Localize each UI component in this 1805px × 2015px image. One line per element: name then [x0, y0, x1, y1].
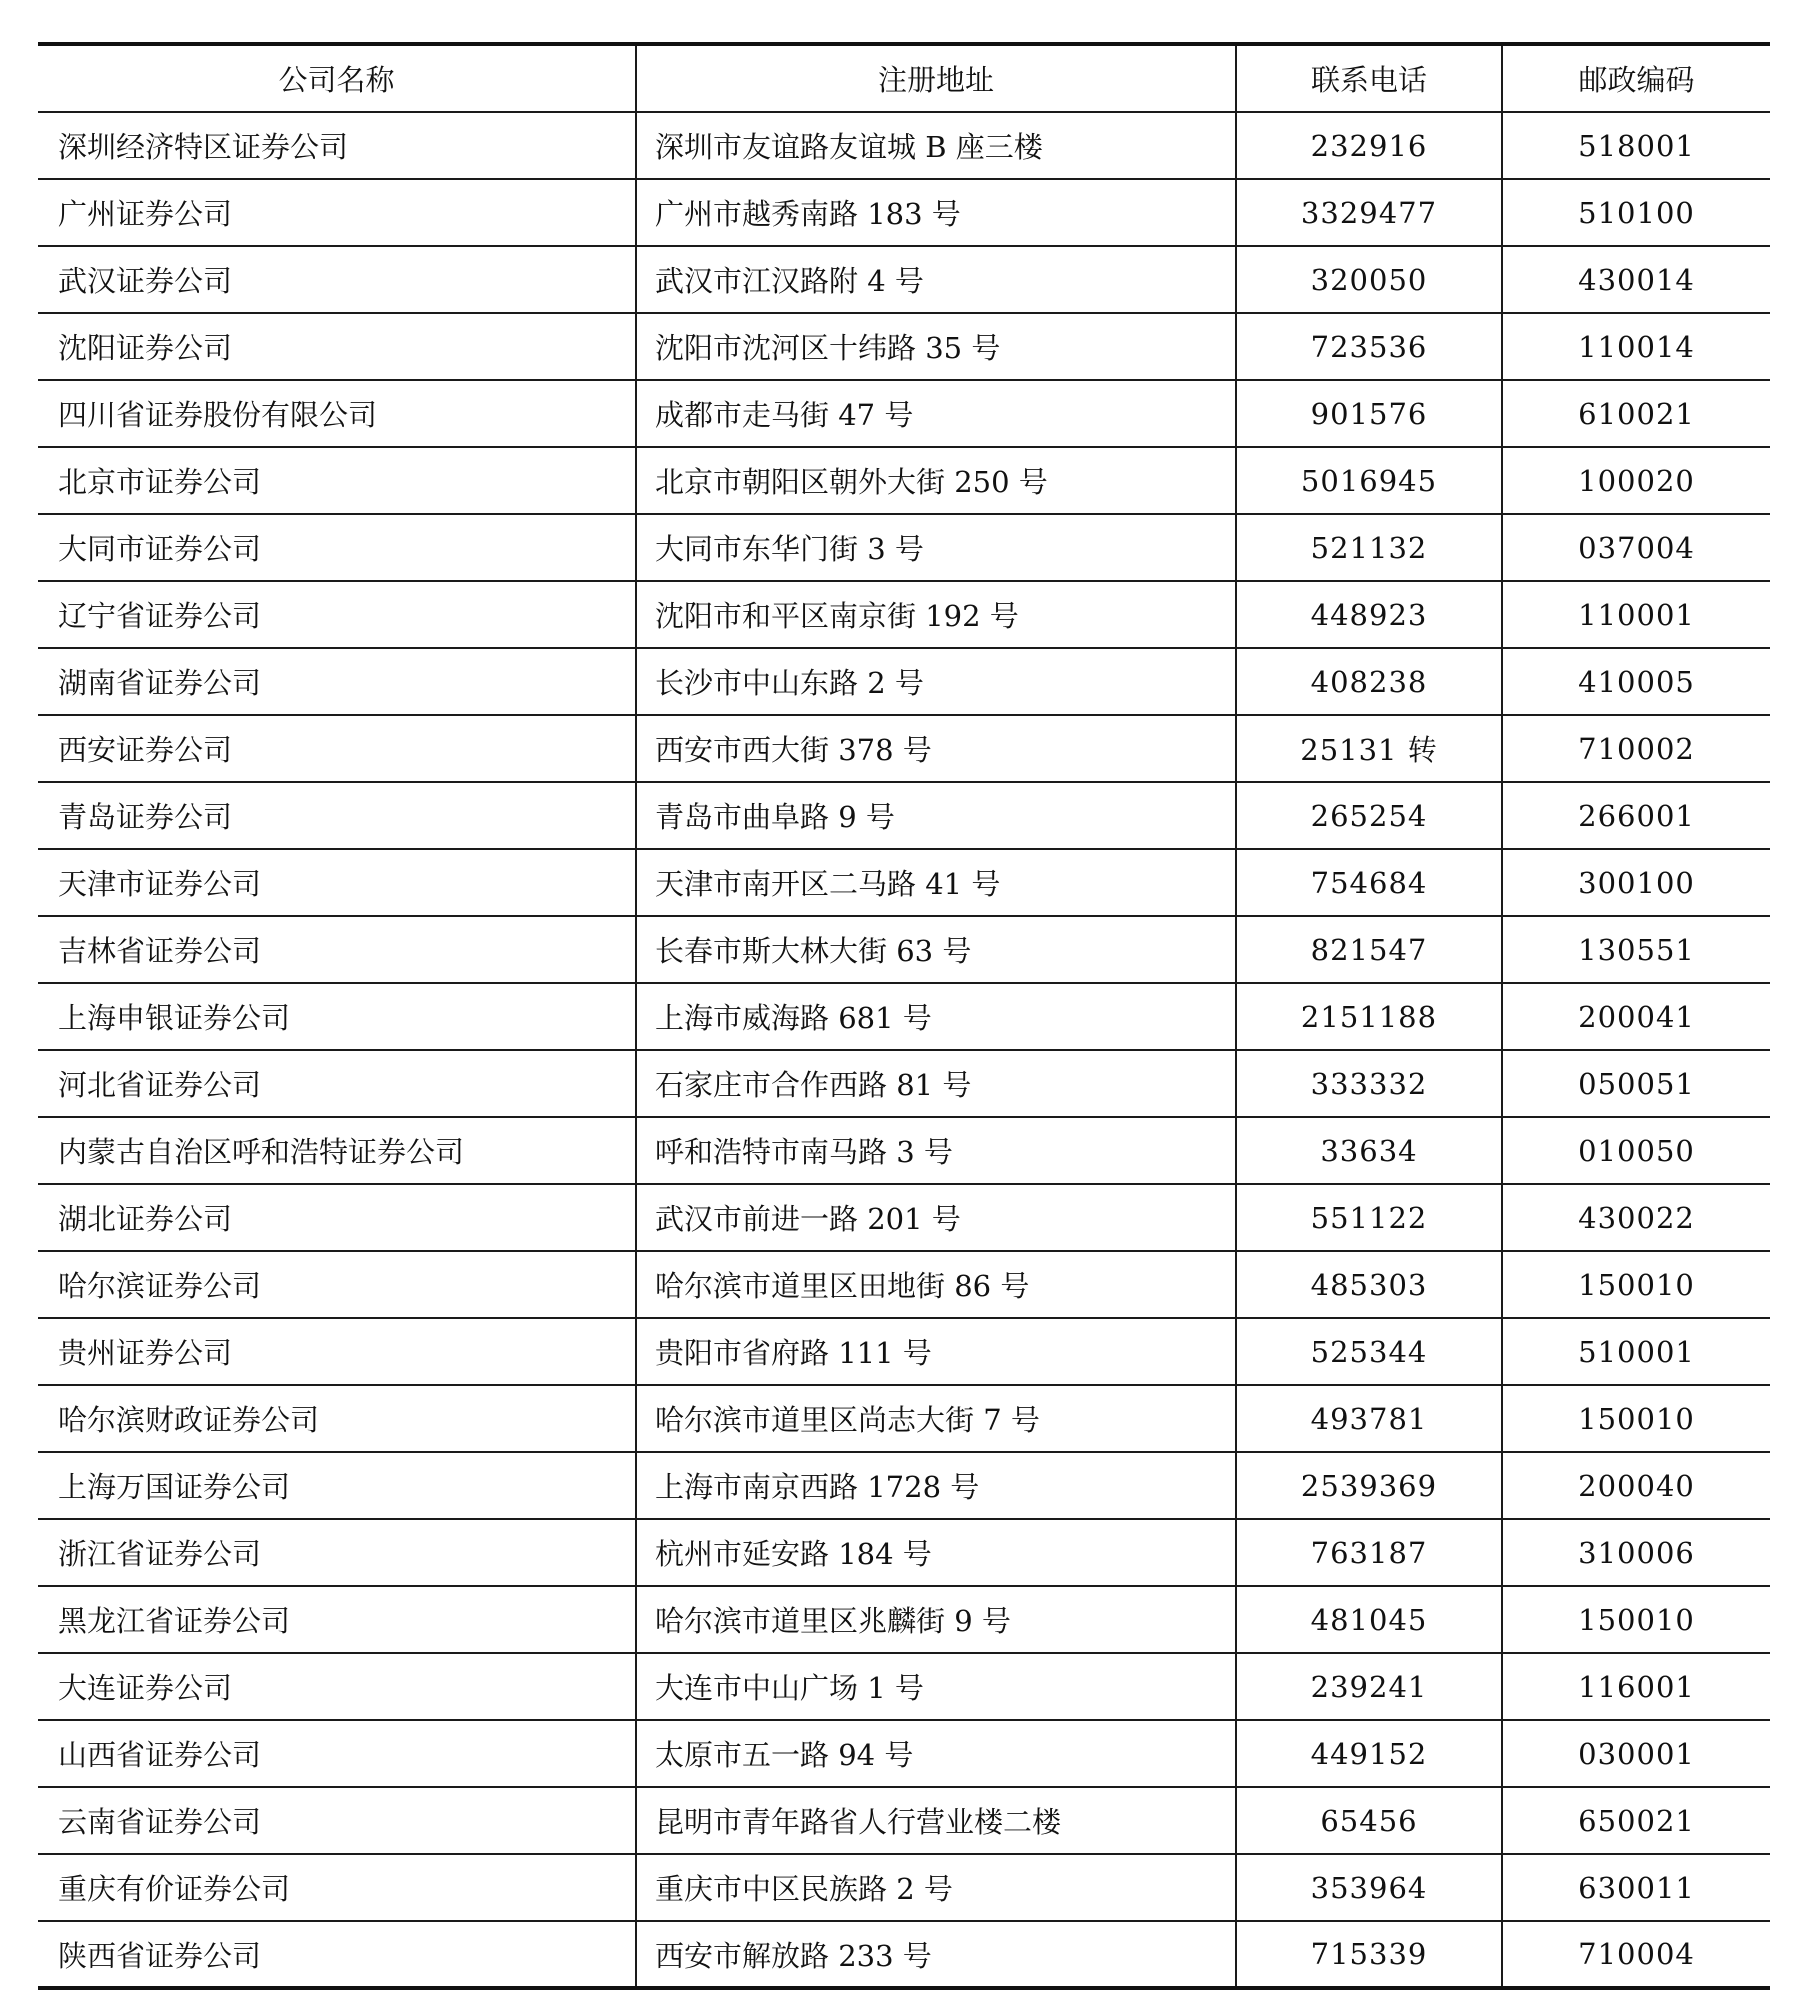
cell-company-name: 浙江省证券公司: [38, 1519, 636, 1586]
table-row: [38, 447, 1770, 514]
cell-postcode: 610021: [1502, 380, 1770, 447]
table-row: [38, 916, 1770, 983]
table-row: [38, 1251, 1770, 1318]
cell-registered-address: 贵阳市省府路 111 号: [636, 1318, 1236, 1385]
cell-phone: 232916: [1236, 112, 1502, 179]
cell-postcode: 710004: [1502, 1921, 1770, 1988]
cell-postcode: 518001: [1502, 112, 1770, 179]
cell-postcode: 150010: [1502, 1586, 1770, 1653]
header-postcode: 邮政编码: [1502, 44, 1770, 112]
cell-company-name: 湖北证券公司: [38, 1184, 636, 1251]
table-row: [38, 246, 1770, 313]
cell-company-name: 湖南省证券公司: [38, 648, 636, 715]
cell-postcode: 200041: [1502, 983, 1770, 1050]
cell-phone: 25131 转: [1236, 715, 1502, 782]
table-row: [38, 1117, 1770, 1184]
cell-company-name: 上海申银证券公司: [38, 983, 636, 1050]
cell-postcode: 110001: [1502, 581, 1770, 648]
cell-phone: 763187: [1236, 1519, 1502, 1586]
cell-phone: 408238: [1236, 648, 1502, 715]
table-header: [38, 44, 1770, 112]
cell-phone: 525344: [1236, 1318, 1502, 1385]
cell-company-name: 大连证券公司: [38, 1653, 636, 1720]
cell-registered-address: 武汉市前进一路 201 号: [636, 1184, 1236, 1251]
table-row: [38, 1184, 1770, 1251]
cell-registered-address: 天津市南开区二马路 41 号: [636, 849, 1236, 916]
cell-phone: 320050: [1236, 246, 1502, 313]
cell-phone: 821547: [1236, 916, 1502, 983]
cell-postcode: 010050: [1502, 1117, 1770, 1184]
header-phone: 联系电话: [1236, 44, 1502, 112]
cell-company-name: 西安证券公司: [38, 715, 636, 782]
cell-postcode: 150010: [1502, 1251, 1770, 1318]
header-row: [38, 44, 1770, 112]
securities-company-table: [38, 42, 1770, 1990]
cell-company-name: 武汉证券公司: [38, 246, 636, 313]
cell-registered-address: 哈尔滨市道里区田地街 86 号: [636, 1251, 1236, 1318]
cell-postcode: 430022: [1502, 1184, 1770, 1251]
cell-company-name: 深圳经济特区证券公司: [38, 112, 636, 179]
cell-company-name: 陕西省证券公司: [38, 1921, 636, 1988]
cell-phone: 481045: [1236, 1586, 1502, 1653]
cell-postcode: 410005: [1502, 648, 1770, 715]
table-row: [38, 179, 1770, 246]
table-row: [38, 514, 1770, 581]
cell-registered-address: 长春市斯大林大街 63 号: [636, 916, 1236, 983]
table-row: [38, 1854, 1770, 1921]
cell-company-name: 黑龙江省证券公司: [38, 1586, 636, 1653]
cell-registered-address: 杭州市延安路 184 号: [636, 1519, 1236, 1586]
cell-phone: 239241: [1236, 1653, 1502, 1720]
cell-phone: 754684: [1236, 849, 1502, 916]
cell-postcode: 510100: [1502, 179, 1770, 246]
table-row: [38, 1586, 1770, 1653]
cell-postcode: 630011: [1502, 1854, 1770, 1921]
cell-postcode: 050051: [1502, 1050, 1770, 1117]
cell-phone: 485303: [1236, 1251, 1502, 1318]
cell-registered-address: 青岛市曲阜路 9 号: [636, 782, 1236, 849]
header-company-name: 公司名称: [38, 44, 636, 112]
header-registered-address: 注册地址: [636, 44, 1236, 112]
cell-registered-address: 昆明市青年路省人行营业楼二楼: [636, 1787, 1236, 1854]
table-row: [38, 112, 1770, 179]
cell-phone: 265254: [1236, 782, 1502, 849]
cell-registered-address: 武汉市江汉路附 4 号: [636, 246, 1236, 313]
table-row: [38, 1385, 1770, 1452]
cell-postcode: 300100: [1502, 849, 1770, 916]
cell-company-name: 上海万国证券公司: [38, 1452, 636, 1519]
cell-registered-address: 广州市越秀南路 183 号: [636, 179, 1236, 246]
cell-company-name: 内蒙古自治区呼和浩特证券公司: [38, 1117, 636, 1184]
cell-registered-address: 哈尔滨市道里区尚志大街 7 号: [636, 1385, 1236, 1452]
cell-registered-address: 北京市朝阳区朝外大街 250 号: [636, 447, 1236, 514]
cell-postcode: 430014: [1502, 246, 1770, 313]
cell-company-name: 重庆有价证券公司: [38, 1854, 636, 1921]
cell-phone: 353964: [1236, 1854, 1502, 1921]
cell-phone: 723536: [1236, 313, 1502, 380]
table-row: [38, 1787, 1770, 1854]
cell-registered-address: 沈阳市沈河区十纬路 35 号: [636, 313, 1236, 380]
table-row: [38, 380, 1770, 447]
cell-registered-address: 西安市西大街 378 号: [636, 715, 1236, 782]
cell-phone: 448923: [1236, 581, 1502, 648]
cell-company-name: 云南省证券公司: [38, 1787, 636, 1854]
cell-company-name: 山西省证券公司: [38, 1720, 636, 1787]
cell-registered-address: 太原市五一路 94 号: [636, 1720, 1236, 1787]
cell-phone: 449152: [1236, 1720, 1502, 1787]
cell-company-name: 广州证券公司: [38, 179, 636, 246]
cell-company-name: 哈尔滨证券公司: [38, 1251, 636, 1318]
cell-registered-address: 呼和浩特市南马路 3 号: [636, 1117, 1236, 1184]
table-row: [38, 313, 1770, 380]
table-row: [38, 849, 1770, 916]
cell-postcode: 110014: [1502, 313, 1770, 380]
table-row: [38, 1318, 1770, 1385]
cell-postcode: 310006: [1502, 1519, 1770, 1586]
cell-phone: 3329477: [1236, 179, 1502, 246]
table-row: [38, 1050, 1770, 1117]
cell-registered-address: 上海市南京西路 1728 号: [636, 1452, 1236, 1519]
cell-postcode: 130551: [1502, 916, 1770, 983]
cell-registered-address: 哈尔滨市道里区兆麟街 9 号: [636, 1586, 1236, 1653]
cell-registered-address: 西安市解放路 233 号: [636, 1921, 1236, 1988]
cell-postcode: 200040: [1502, 1452, 1770, 1519]
cell-phone: 33634: [1236, 1117, 1502, 1184]
table-row: [38, 1653, 1770, 1720]
cell-registered-address: 石家庄市合作西路 81 号: [636, 1050, 1236, 1117]
cell-company-name: 北京市证券公司: [38, 447, 636, 514]
cell-phone: 5016945: [1236, 447, 1502, 514]
securities-company-table-container: [38, 42, 1770, 1990]
cell-phone: 65456: [1236, 1787, 1502, 1854]
table-row: [38, 648, 1770, 715]
cell-registered-address: 长沙市中山东路 2 号: [636, 648, 1236, 715]
table-row: [38, 1921, 1770, 1988]
cell-phone: 493781: [1236, 1385, 1502, 1452]
cell-company-name: 吉林省证券公司: [38, 916, 636, 983]
cell-registered-address: 沈阳市和平区南京街 192 号: [636, 581, 1236, 648]
table-row: [38, 715, 1770, 782]
cell-postcode: 037004: [1502, 514, 1770, 581]
table-row: [38, 1519, 1770, 1586]
cell-company-name: 青岛证券公司: [38, 782, 636, 849]
cell-company-name: 贵州证券公司: [38, 1318, 636, 1385]
cell-phone: 715339: [1236, 1921, 1502, 1988]
cell-company-name: 辽宁省证券公司: [38, 581, 636, 648]
cell-postcode: 030001: [1502, 1720, 1770, 1787]
table-row: [38, 983, 1770, 1050]
cell-phone: 333332: [1236, 1050, 1502, 1117]
cell-phone: 901576: [1236, 380, 1502, 447]
cell-postcode: 116001: [1502, 1653, 1770, 1720]
cell-company-name: 天津市证券公司: [38, 849, 636, 916]
cell-postcode: 510001: [1502, 1318, 1770, 1385]
cell-company-name: 河北省证券公司: [38, 1050, 636, 1117]
table-row: [38, 581, 1770, 648]
table-row: [38, 782, 1770, 849]
cell-company-name: 四川省证券股份有限公司: [38, 380, 636, 447]
cell-company-name: 沈阳证券公司: [38, 313, 636, 380]
cell-phone: 551122: [1236, 1184, 1502, 1251]
table-row: [38, 1452, 1770, 1519]
cell-postcode: 710002: [1502, 715, 1770, 782]
table-row: [38, 1720, 1770, 1787]
cell-company-name: 哈尔滨财政证券公司: [38, 1385, 636, 1452]
cell-registered-address: 大同市东华门街 3 号: [636, 514, 1236, 581]
table-body: [38, 112, 1770, 1988]
cell-registered-address: 上海市威海路 681 号: [636, 983, 1236, 1050]
cell-registered-address: 重庆市中区民族路 2 号: [636, 1854, 1236, 1921]
cell-postcode: 150010: [1502, 1385, 1770, 1452]
cell-phone: 521132: [1236, 514, 1502, 581]
cell-phone: 2539369: [1236, 1452, 1502, 1519]
cell-registered-address: 深圳市友谊路友谊城 B 座三楼: [636, 112, 1236, 179]
cell-company-name: 大同市证券公司: [38, 514, 636, 581]
cell-postcode: 650021: [1502, 1787, 1770, 1854]
cell-postcode: 100020: [1502, 447, 1770, 514]
cell-registered-address: 大连市中山广场 1 号: [636, 1653, 1236, 1720]
cell-postcode: 266001: [1502, 782, 1770, 849]
cell-registered-address: 成都市走马街 47 号: [636, 380, 1236, 447]
cell-phone: 2151188: [1236, 983, 1502, 1050]
